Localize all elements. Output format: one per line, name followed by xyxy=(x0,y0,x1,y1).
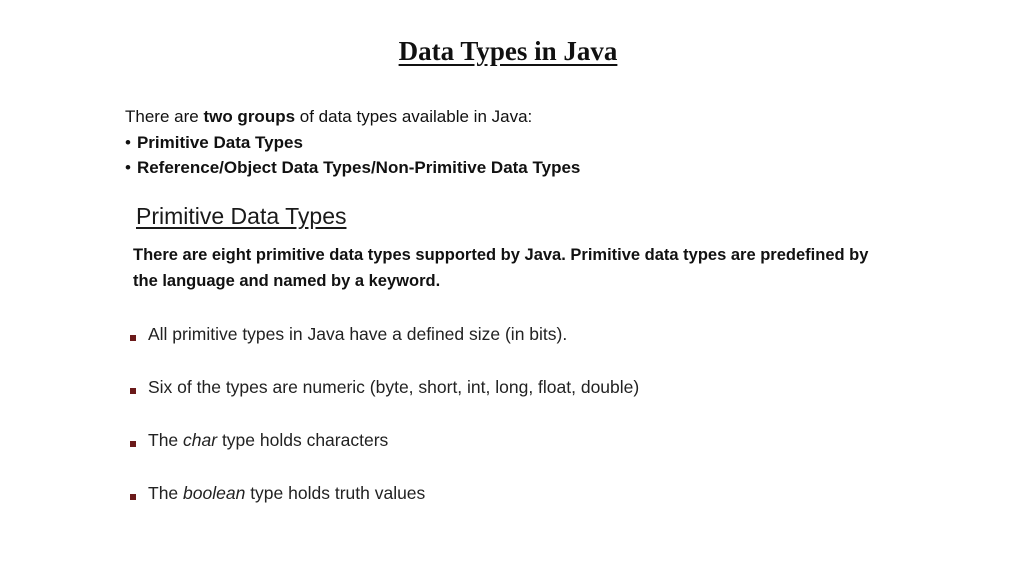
list-item-post: type holds truth values xyxy=(245,483,426,503)
square-bullet-icon xyxy=(130,494,136,500)
intro-block xyxy=(125,104,580,181)
bullet-dot-icon: • xyxy=(125,132,131,152)
intro-item-label: Reference/Object Data Types/Non-Primitive Data Types xyxy=(136,158,581,177)
list-item-pre: The xyxy=(148,430,184,450)
square-bullet-icon xyxy=(130,441,136,447)
intro-prefix: There are xyxy=(125,107,204,126)
section-heading: Primitive Data Types xyxy=(136,203,347,229)
list-item-post: type holds characters xyxy=(217,430,389,450)
bullet-dot-icon: • xyxy=(125,158,131,177)
intro-sentence xyxy=(125,104,580,130)
intro-item xyxy=(125,130,580,156)
intro-bold: two groups xyxy=(203,107,296,126)
slide-title: Data Types in Java xyxy=(398,36,618,66)
intro-suffix: of data types available in Java: xyxy=(295,107,533,126)
intro-item-label: Primitive Data Types xyxy=(136,132,303,152)
square-bullet-icon xyxy=(130,335,136,341)
intro-item xyxy=(125,155,580,181)
square-bullet-icon xyxy=(130,388,136,394)
section-description: There are eight primitive data types supported by Java. Primitive data types are predefined by the language and named by a keyword. xyxy=(133,246,869,290)
list-item-text: All primitive types in Java have a defined size (in bits). xyxy=(148,324,568,344)
list-item-pre: The xyxy=(148,483,184,503)
keyword-boolean: boolean xyxy=(183,483,246,503)
keyword-char: char xyxy=(183,430,218,450)
list-item-text xyxy=(148,428,388,452)
list-item-text: Six of the types are numeric (byte, short, int, long, float, double) xyxy=(148,377,640,397)
list-item-text xyxy=(148,481,425,505)
